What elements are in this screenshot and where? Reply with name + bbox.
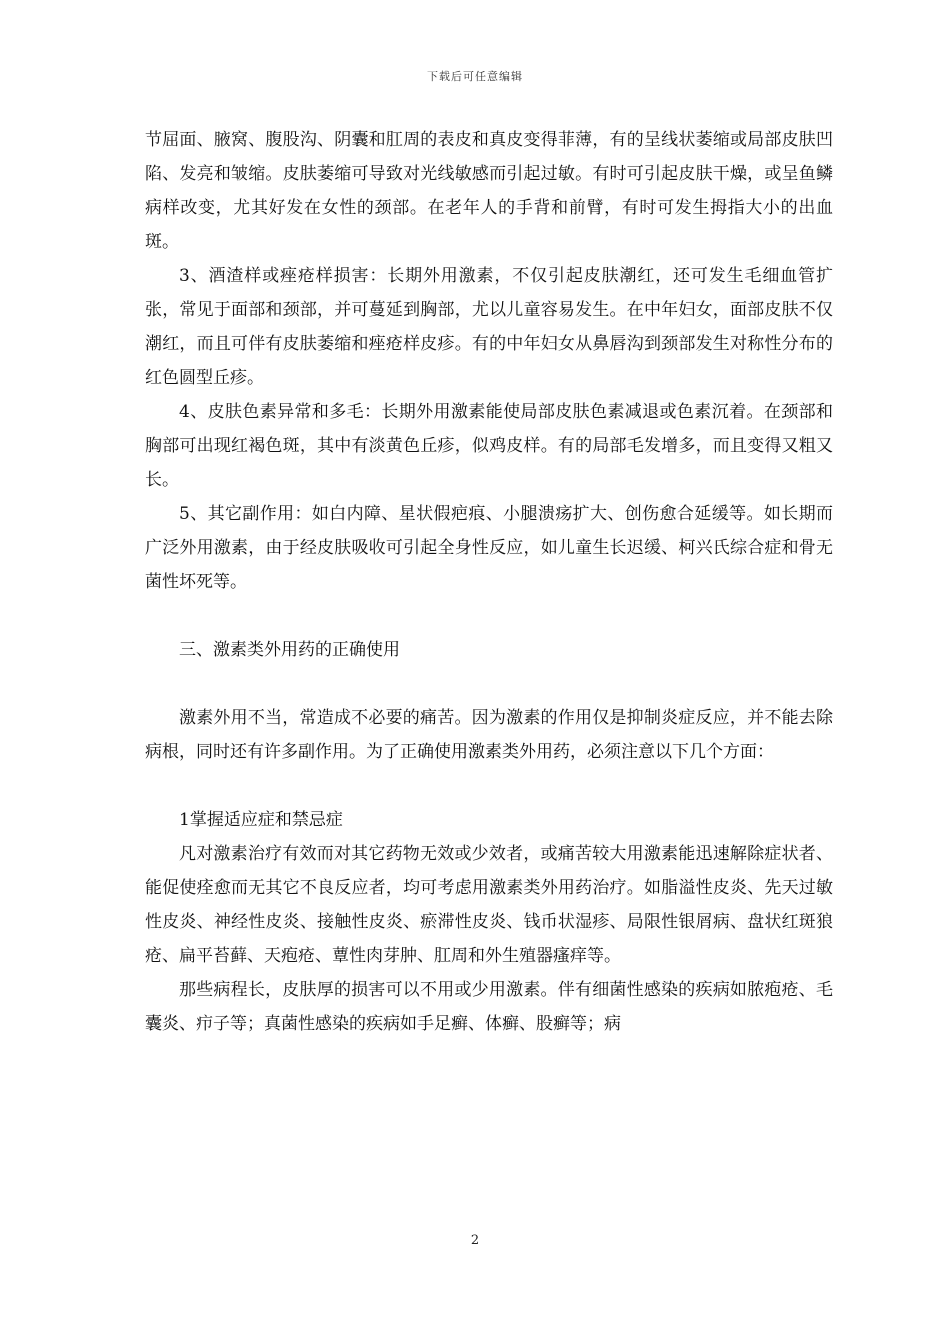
document-body: [145, 123, 833, 1041]
page-header: 下载后可任意编辑: [427, 70, 523, 83]
paragraph-pigment-hair: 4、皮肤色素异常和多毛：长期外用激素能使局部皮肤色素减退或色素沉着。在颈部和胸部可出现红褐色斑，其中有淡黄色丘疹，似鸡皮样。有的局部毛发增多，而且变得又粗又长。: [145, 402, 833, 490]
paragraph-improper-use: 激素外用不当，常造成不必要的痛苦。因为激素的作用仅是抑制炎症反应，并不能去除病根，同时还有许多副作用。为了正确使用激素类外用药，必须注意以下几个方面：: [145, 708, 833, 762]
paragraph-rosacea-acne-damage: 3、酒渣样或痤疮样损害：长期外用激素，不仅引起皮肤潮红，还可发生毛细血管扩张，常见于面部和颈部，并可蔓延到胸部，尤以儿童容易发生。在中年妇女，面部皮肤不仅潮红，而且可伴有皮肤萎缩和痤疮样皮疹。有的中年妇女从鼻唇沟到颈部发生对称性分布的红色圆型丘疹。: [145, 266, 833, 388]
paragraph-other-side-effects: 5、其它副作用：如白内障、星状假疤痕、小腿溃疡扩大、创伤愈合延缓等。如长期而广泛外用激素，由于经皮肤吸收可引起全身性反应，如儿童生长迟缓、柯兴氏综合症和骨无菌性坏死等。: [145, 504, 833, 592]
paragraph-contraindications: 那些病程长，皮肤厚的损害可以不用或少用激素。伴有细菌性感染的疾病如脓疱疮、毛囊炎、疖子等；真菌性感染的疾病如手足癣、体癣、股癣等；病: [145, 980, 833, 1034]
paragraph-skin-atrophy-continued: 节屈面、腋窝、腹股沟、阴囊和肛周的表皮和真皮变得菲薄，有的呈线状萎缩或局部皮肤凹陷、发亮和皱缩。皮肤萎缩可导致对光线敏感而引起过敏。有时可引起皮肤干燥，或呈鱼鳞病样改变，尤其好发在女性的颈部。在老年人的手背和前臂，有时可发生拇指大小的出血斑。: [145, 130, 833, 252]
page-number: 2: [470, 1233, 480, 1248]
section-heading-correct-use: 三、激素类外用药的正确使用: [179, 640, 400, 660]
paragraph-indications: 凡对激素治疗有效而对其它药物无效或少效者，或痛苦较大用激素能迅速解除症状者、能促使痊愈而无其它不良反应者，均可考虑用激素类外用药治疗。如脂溢性皮炎、先天过敏性皮炎、神经性皮炎、接触性皮炎、瘀滞性皮炎、钱币状湿疹、局限性银屑病、盘状红斑狼疮、扁平苔藓、天疱疮、蕈性肉芽肿、肛周和外生殖器瘙痒等。: [145, 844, 833, 966]
subheading-indications: 1掌握适应症和禁忌症: [179, 810, 343, 830]
